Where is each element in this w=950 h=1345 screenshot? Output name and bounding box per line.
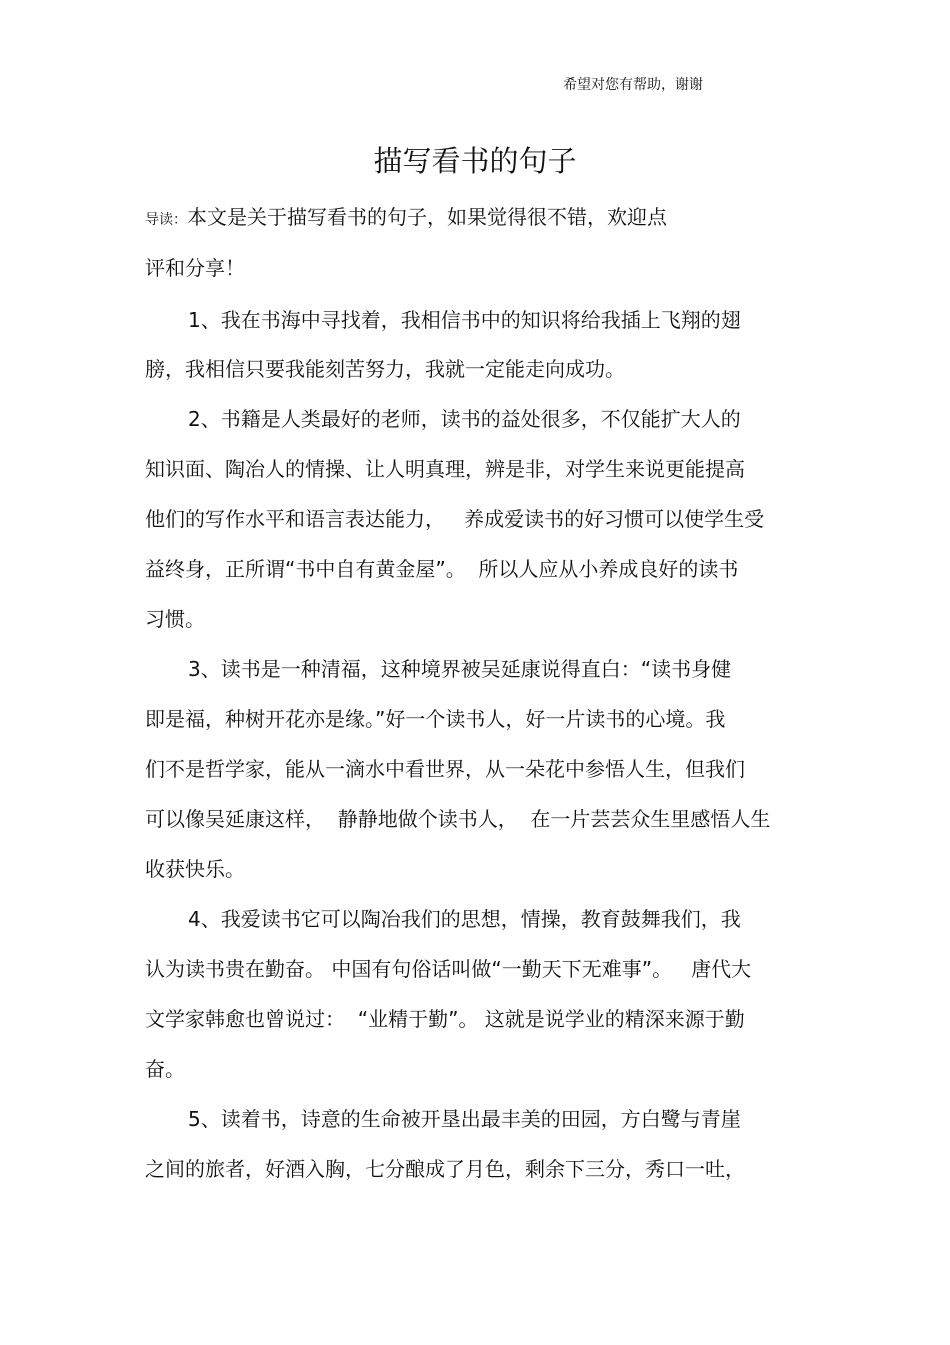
- paragraph-2-line-2: 知识面、陶冶人的情操、让人明真理，辨是非，对学生来说更能提高: [145, 457, 745, 481]
- paragraph-2-line-1: 2、书籍是人类最好的老师，读书的益处很多，不仅能扩大人的: [188, 407, 741, 431]
- header-note: 希望对您有帮助，谢谢: [563, 77, 703, 93]
- paragraph-4-line-1: 4、我爱读书它可以陶冶我们的思想，情操，教育鼓舞我们，我: [188, 907, 741, 931]
- paragraph-2-line-3: 他们的写作水平和语言表达能力， 养成爱读书的好习惯可以使学生受: [145, 507, 765, 531]
- paragraph-2-line-4: 益终身，正所谓“书中自有黄金屋”。 所以人应从小养成良好的读书: [145, 557, 739, 581]
- paragraph-3-line-5: 收获快乐。: [145, 857, 245, 881]
- paragraph-5-line-2: 之间的旅者，好酒入胸，七分酿成了月色，剩余下三分，秀口一吐，: [145, 1157, 745, 1181]
- paragraph-1-line-2: 膀，我相信只要我能刻苦努力，我就一定能走向成功。: [145, 357, 625, 381]
- paragraph-3-line-3: 们不是哲学家，能从一滴水中看世界，从一朵花中参悟人生，但我们: [145, 757, 745, 781]
- paragraph-4-line-4: 奋。: [145, 1057, 185, 1081]
- paragraph-3-line-1: 3、读书是一种清福，这种境界被吴延康说得直白：“读书身健: [188, 657, 732, 681]
- paragraph-5-line-1: 5、读着书，诗意的生命被开垦出最丰美的田园，方白鹭与青崖: [188, 1107, 741, 1131]
- page-title: 描写看书的句子: [373, 144, 577, 178]
- intro-line-2: 评和分享！: [145, 256, 245, 280]
- paragraph-3-line-4: 可以像吴延康这样， 静静地做个读书人， 在一片芸芸众生里感悟人生: [145, 807, 771, 831]
- intro-label: 导读：: [145, 212, 187, 228]
- intro-line-1: [145, 203, 667, 234]
- paragraph-1-line-1: 1、我在书海中寻找着，我相信书中的知识将给我插上飞翔的翅: [188, 308, 741, 332]
- paragraph-2-line-5: 习惯。: [145, 607, 205, 631]
- paragraph-4-line-3: 文学家韩愈也曾说过： “业精于勤”。 这就是说学业的精深来源于勤: [145, 1007, 745, 1031]
- intro-text-1: 本文是关于描写看书的句子，如果觉得很不错，欢迎点: [187, 205, 667, 229]
- paragraph-3-line-2: 即是福，种树开花亦是缘。”好一个读书人，好一片读书的心境。我: [145, 707, 726, 731]
- paragraph-4-line-2: 认为读书贵在勤奋。 中国有句俗话叫做“一勤天下无难事”。 唐代大: [145, 957, 752, 981]
